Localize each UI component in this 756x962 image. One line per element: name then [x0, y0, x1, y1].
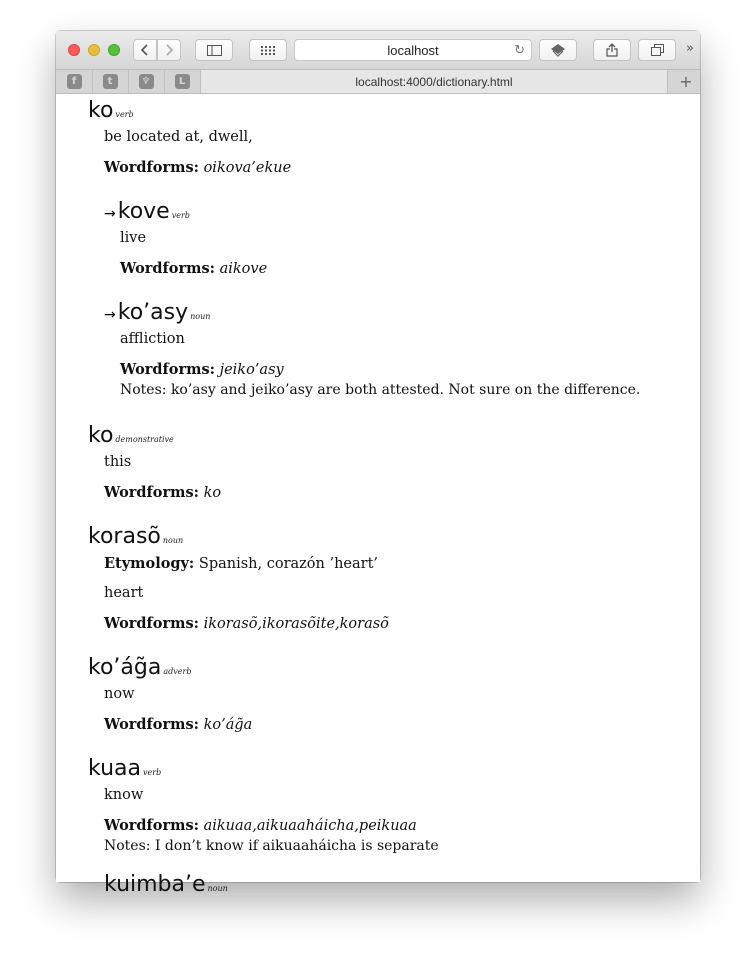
entry-ko-verb — [88, 98, 134, 123]
wordforms-label: Wordforms: — [120, 361, 215, 378]
subentry-arrow-icon: → — [104, 307, 116, 323]
favorite-twitter[interactable] — [92, 70, 129, 93]
entry-partial — [104, 872, 228, 897]
entry-wordforms — [120, 361, 284, 378]
wordforms-value: oikova’ekue — [203, 160, 292, 176]
active-tab[interactable] — [200, 70, 668, 93]
chevron-left-icon — [141, 44, 149, 56]
subentry-arrow-icon: → — [104, 206, 116, 222]
entry-wordforms — [104, 159, 291, 176]
entry-headword: kuimba’e — [104, 872, 206, 897]
favorite-linkedin[interactable] — [164, 70, 201, 93]
wordforms-value: jeiko’asy — [219, 362, 284, 378]
entry-kove — [104, 199, 190, 224]
share-button[interactable] — [593, 39, 631, 61]
entry-pos: adverb — [163, 667, 192, 676]
wordforms-value: aikove — [219, 261, 268, 277]
entry-definition: affliction — [120, 331, 185, 347]
entry-definition: be located at, dwell, — [104, 129, 253, 145]
entry-headword: kove — [117, 199, 170, 224]
entry-definition: this — [104, 454, 132, 470]
new-tab-button[interactable]: + — [679, 72, 693, 91]
address-bar[interactable] — [294, 39, 532, 61]
reddit-icon: ♆ — [139, 74, 154, 89]
entry-koaga — [88, 655, 191, 680]
wordforms-label: Wordforms: — [104, 716, 199, 733]
grid-icon — [261, 46, 275, 55]
entry-wordforms — [104, 817, 417, 834]
forward-button[interactable] — [157, 39, 181, 61]
entry-kuaa — [88, 756, 161, 781]
title-bar — [56, 31, 700, 70]
entry-headword: korasõ — [88, 524, 161, 549]
favorites-and-tab-bar — [56, 70, 700, 94]
entry-headword: ko’ág̃a — [88, 655, 162, 680]
entry-pos: verb — [171, 211, 190, 220]
entry-notes: Notes: I don’t know if aikuaaháicha is separate — [104, 838, 439, 854]
sidebar-button[interactable] — [195, 39, 233, 61]
twitter-icon: t — [103, 74, 118, 89]
sidebar-icon — [207, 45, 222, 56]
tab-title: localhost:4000/dictionary.html — [355, 74, 513, 89]
entry-wordforms — [104, 484, 221, 501]
more-toolbar-icon[interactable]: » — [686, 41, 694, 56]
entry-headword: ko — [88, 98, 114, 123]
tabs-icon — [651, 44, 664, 56]
chevron-right-icon — [165, 44, 173, 56]
reload-icon[interactable]: ↻ — [514, 42, 525, 57]
wordforms-label: Wordforms: — [104, 615, 199, 632]
wordforms-label: Wordforms: — [104, 817, 199, 834]
entry-definition: now — [104, 686, 135, 702]
entry-headword: ko — [88, 423, 114, 448]
back-button[interactable] — [133, 39, 157, 61]
wordforms-value: ko — [203, 485, 222, 501]
extension-icon — [550, 43, 566, 57]
entry-koasy — [104, 300, 210, 325]
wordforms-label: Wordforms: — [120, 260, 215, 277]
entry-headword: kuaa — [88, 756, 141, 781]
share-icon — [606, 43, 618, 57]
entry-definition: live — [120, 230, 147, 246]
entry-notes: Notes: ko’asy and jeiko’asy are both attested. Not sure on the difference. — [120, 382, 641, 398]
entry-pos: verb — [142, 768, 162, 777]
wordforms-label: Wordforms: — [104, 159, 199, 176]
entry-headword: ko’asy — [117, 300, 189, 325]
browser-window — [56, 31, 700, 897]
etymology-value: Spanish, corazón ’heart’ — [198, 556, 379, 572]
zoom-window-button[interactable] — [108, 44, 120, 56]
entry-pos: noun — [162, 536, 184, 545]
tabs-overview-button[interactable] — [638, 39, 676, 61]
entry-definition: know — [104, 787, 144, 803]
wordforms-label: Wordforms: — [104, 484, 199, 501]
facebook-icon: f — [67, 74, 82, 89]
top-sites-button[interactable] — [249, 39, 287, 61]
favorite-reddit[interactable] — [128, 70, 165, 93]
wordforms-value: ikorasõ,ikorasõite,korasõ — [203, 616, 389, 632]
entry-pos: noun — [190, 312, 211, 321]
entry-wordforms — [104, 615, 389, 632]
minimize-window-button[interactable] — [88, 44, 100, 56]
entry-ko-demonstrative — [88, 423, 174, 448]
entry-pos: demonstrative — [115, 435, 174, 444]
address-text: localhost — [387, 42, 439, 58]
entry-koraso — [88, 524, 183, 549]
entry-wordforms — [104, 716, 252, 733]
favorite-facebook[interactable] — [56, 70, 93, 93]
entry-pos: noun — [207, 884, 228, 893]
linkedin-icon: L — [175, 74, 190, 89]
wordforms-value: ko’ág̃a — [203, 717, 253, 733]
wordforms-value: aikuaa,aikuaaháicha,peikuaa — [203, 818, 417, 834]
entry-definition: heart — [104, 585, 144, 601]
close-window-button[interactable] — [68, 44, 80, 56]
entry-wordforms — [120, 260, 267, 277]
extension-button[interactable] — [539, 39, 577, 61]
entry-etymology — [104, 555, 378, 572]
dictionary-page — [56, 94, 700, 897]
entry-pos: verb — [115, 110, 134, 119]
etymology-label: Etymology: — [104, 555, 195, 572]
